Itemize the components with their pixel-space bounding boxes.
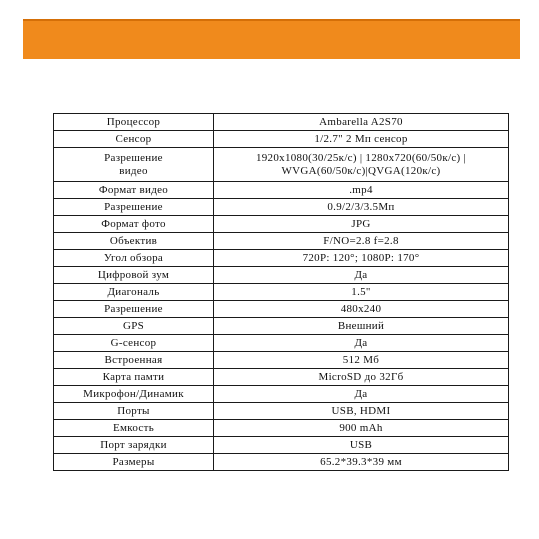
spec-value-text: 512 Мб (342, 353, 380, 366)
spec-value-cell (214, 199, 509, 216)
spec-value-cell (214, 352, 509, 369)
spec-value-text: F/NO=2.8 f=2.8 (323, 234, 399, 247)
header-band (23, 19, 520, 59)
spec-row (54, 454, 509, 471)
spec-value-cell (214, 148, 509, 182)
spec-value-text: USB, HDMI (331, 404, 391, 417)
spec-row (54, 233, 509, 250)
header-band-stripe (23, 19, 520, 21)
spec-param-cell (54, 284, 214, 301)
spec-table (53, 113, 509, 471)
spec-value-cell (214, 437, 509, 454)
spec-param-cell (54, 335, 214, 352)
spec-param-label: Формат видео (98, 183, 169, 196)
spec-value-cell (214, 233, 509, 250)
spec-param-label: Формат фото (101, 217, 166, 230)
spec-value-text: .mp4 (349, 183, 373, 196)
spec-param-cell (54, 403, 214, 420)
spec-value-text: 900 mAh (339, 421, 383, 434)
spec-value-text: JPG (351, 217, 371, 230)
spec-value-cell (214, 114, 509, 131)
spec-value-text: 1/2.7" 2 Мп сенсор (314, 132, 408, 145)
spec-row (54, 301, 509, 318)
spec-value-cell (214, 386, 509, 403)
spec-param-cell (54, 318, 214, 335)
spec-value-cell (214, 335, 509, 352)
spec-row (54, 284, 509, 301)
spec-param-label: Разрешение (104, 200, 163, 213)
spec-value-text: WVGA(60/50к/с)|QVGA(120к/с) (281, 164, 441, 177)
spec-param-cell (54, 114, 214, 131)
spec-row (54, 352, 509, 369)
spec-param-label: Угол обзора (103, 251, 164, 264)
spec-param-label: Емкость (112, 421, 155, 434)
spec-param-cell (54, 199, 214, 216)
spec-row (54, 369, 509, 386)
spec-param-label: G-сенсор (110, 336, 157, 349)
spec-row (54, 182, 509, 199)
spec-row (54, 114, 509, 131)
spec-value-cell (214, 182, 509, 199)
spec-value-cell (214, 301, 509, 318)
spec-param-label: Порты (117, 404, 150, 417)
spec-param-cell (54, 420, 214, 437)
spec-param-cell (54, 386, 214, 403)
spec-param-label: Встроенная (104, 353, 163, 366)
spec-param-cell (54, 437, 214, 454)
spec-param-cell (54, 454, 214, 471)
spec-param-cell (54, 369, 214, 386)
spec-value-text: 480x240 (340, 302, 382, 315)
spec-param-cell (54, 148, 214, 182)
spec-param-cell (54, 352, 214, 369)
spec-row (54, 131, 509, 148)
spec-row (54, 335, 509, 352)
spec-value-cell (214, 420, 509, 437)
spec-param-label: Объектив (109, 234, 158, 247)
spec-value-text: 0.9/2/3/3.5Мп (327, 200, 395, 213)
spec-value-cell (214, 403, 509, 420)
spec-param-cell (54, 182, 214, 199)
spec-param-label: видео (119, 164, 148, 177)
spec-value-cell (214, 267, 509, 284)
spec-value-cell (214, 454, 509, 471)
spec-value-text: Да (354, 268, 368, 281)
spec-value-text: 1920x1080(30/25к/с) | 1280x720(60/50к/с) | (255, 152, 467, 164)
spec-value-cell (214, 131, 509, 148)
spec-value-text: Да (354, 387, 368, 400)
spec-row (54, 403, 509, 420)
spec-param-cell (54, 267, 214, 284)
spec-value-cell (214, 369, 509, 386)
spec-param-cell (54, 216, 214, 233)
spec-value-text: Ambarella A2S70 (319, 115, 403, 128)
spec-row (54, 199, 509, 216)
spec-row (54, 250, 509, 267)
spec-value-cell (214, 318, 509, 335)
spec-value-text: Внешний (337, 319, 385, 332)
spec-param-label: Сенсор (115, 132, 152, 145)
spec-param-cell (54, 250, 214, 267)
spec-row (54, 216, 509, 233)
spec-param-cell (54, 131, 214, 148)
spec-param-label: Цифровой зум (97, 268, 170, 281)
spec-value-cell (214, 216, 509, 233)
spec-param-label: Разрешение (104, 302, 163, 315)
spec-value-cell (214, 250, 509, 267)
spec-row (54, 386, 509, 403)
spec-value-text: Да (354, 336, 368, 349)
spec-param-cell (54, 233, 214, 250)
spec-param-label: Процессор (106, 115, 161, 128)
spec-param-label: GPS (122, 319, 145, 332)
spec-value-text: USB (349, 438, 373, 451)
spec-param-label: Размеры (112, 455, 155, 468)
spec-row (54, 148, 509, 182)
spec-value-text: 1.5" (351, 285, 371, 298)
spec-param-label: Разрешение (104, 152, 163, 164)
spec-param-label: Порт зарядки (100, 438, 167, 451)
spec-table-body (54, 114, 509, 471)
spec-row (54, 420, 509, 437)
spec-param-cell (54, 301, 214, 318)
spec-value-text: MicroSD до 32Гб (318, 370, 404, 383)
spec-value-text: 65.2*39.3*39 мм (320, 455, 402, 468)
spec-row (54, 318, 509, 335)
spec-param-label: Диагональ (107, 285, 160, 298)
spec-value-text: 720P: 120°; 1080P: 170° (302, 251, 420, 264)
spec-param-label: Карта памти (102, 370, 165, 383)
spec-row (54, 267, 509, 284)
spec-value-cell (214, 284, 509, 301)
spec-row (54, 437, 509, 454)
spec-param-label: Микрофон/Динамик (83, 387, 184, 400)
